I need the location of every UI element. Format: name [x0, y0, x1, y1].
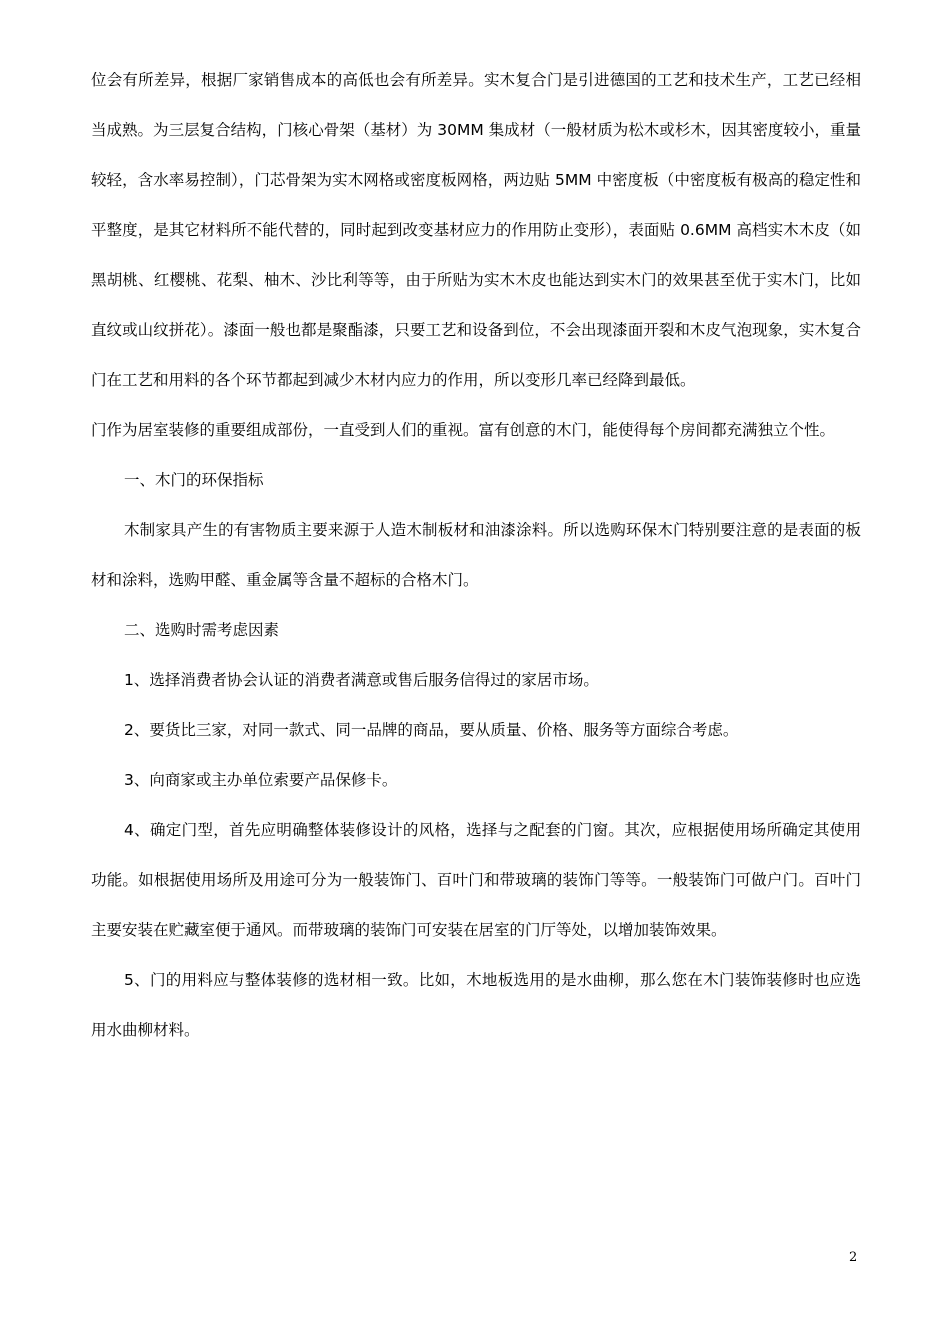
list-item-3: 3、向商家或主办单位索要产品保修卡。 — [124, 771, 398, 789]
paragraph-intro: 门作为居室装修的重要组成部份，一直受到人们的重视。富有创意的木门，能使得每个房间都充满独立个性。 — [91, 421, 836, 439]
paragraph-environmental: 木制家具产生的有害物质主要来源于人造木制板材和油漆涂料。所以选购环保木门特别要注意的是表面的板材和涂料，选购甲醛、重金属等含量不超标的合格木门。 — [91, 521, 861, 589]
list-item-4: 4、确定门型，首先应明确整体装修设计的风格，选择与之配套的门窗。其次，应根据使用场所确定其使用功能。如根据使用场所及用途可分为一般装饰门、百叶门和带玻璃的装饰门等等。一般装饰门可做户门。百叶门主要安装在贮藏室便于通风。而带玻璃的装饰门可安装在居室的门厅等处，以增加装饰效果。 — [91, 821, 861, 939]
list-item-5: 5、门的用料应与整体装修的选材相一致。比如，木地板选用的是水曲柳，那么您在木门装饰装修时也应选用水曲柳材料。 — [91, 971, 861, 1039]
list-item-1: 1、选择消费者协会认证的消费者满意或售后服务信得过的家居市场。 — [124, 671, 599, 689]
section-heading-environmental: 一、木门的环保指标 — [124, 471, 264, 489]
paragraph-continuation: 位会有所差异，根据厂家销售成本的高低也会有所差异。实木复合门是引进德国的工艺和技术生产，工艺已经相当成熟。为三层复合结构，门核心骨架（基材）为 30MM 集成材（一般材质为松木或杉木，因其密度较小，重量较轻，含水率易控制），门芯骨架为实木网格或密度板网格，两边贴 5MM 中密度板（中密度板有极高的稳定性和平整度，是其它材料所不能代替的，同时起到改变基材应力的作用防止变形），表面贴 0.6MM 高档实木木皮（如黑胡桃、红樱桃、花梨、柚木、沙比利等等，由于所贴为实木木皮也能达到实木门的效果甚至优于实木门，比如直纹或山纹拼花）。漆面一般也都是聚酯漆，只要工艺和设备到位，不会出现漆面开裂和木皮气泡现象，实木复合门在工艺和用料的各个环节都起到减少木材内应力的作用，所以变形几率已经降到最低。 — [91, 71, 861, 389]
document-body — [91, 55, 861, 1055]
section-heading-factors: 二、选购时需考虑因素 — [124, 621, 280, 639]
page-number: 2 — [849, 1250, 858, 1265]
list-item-2: 2、要货比三家，对同一款式、同一品牌的商品，要从质量、价格、服务等方面综合考虑。 — [124, 721, 739, 739]
